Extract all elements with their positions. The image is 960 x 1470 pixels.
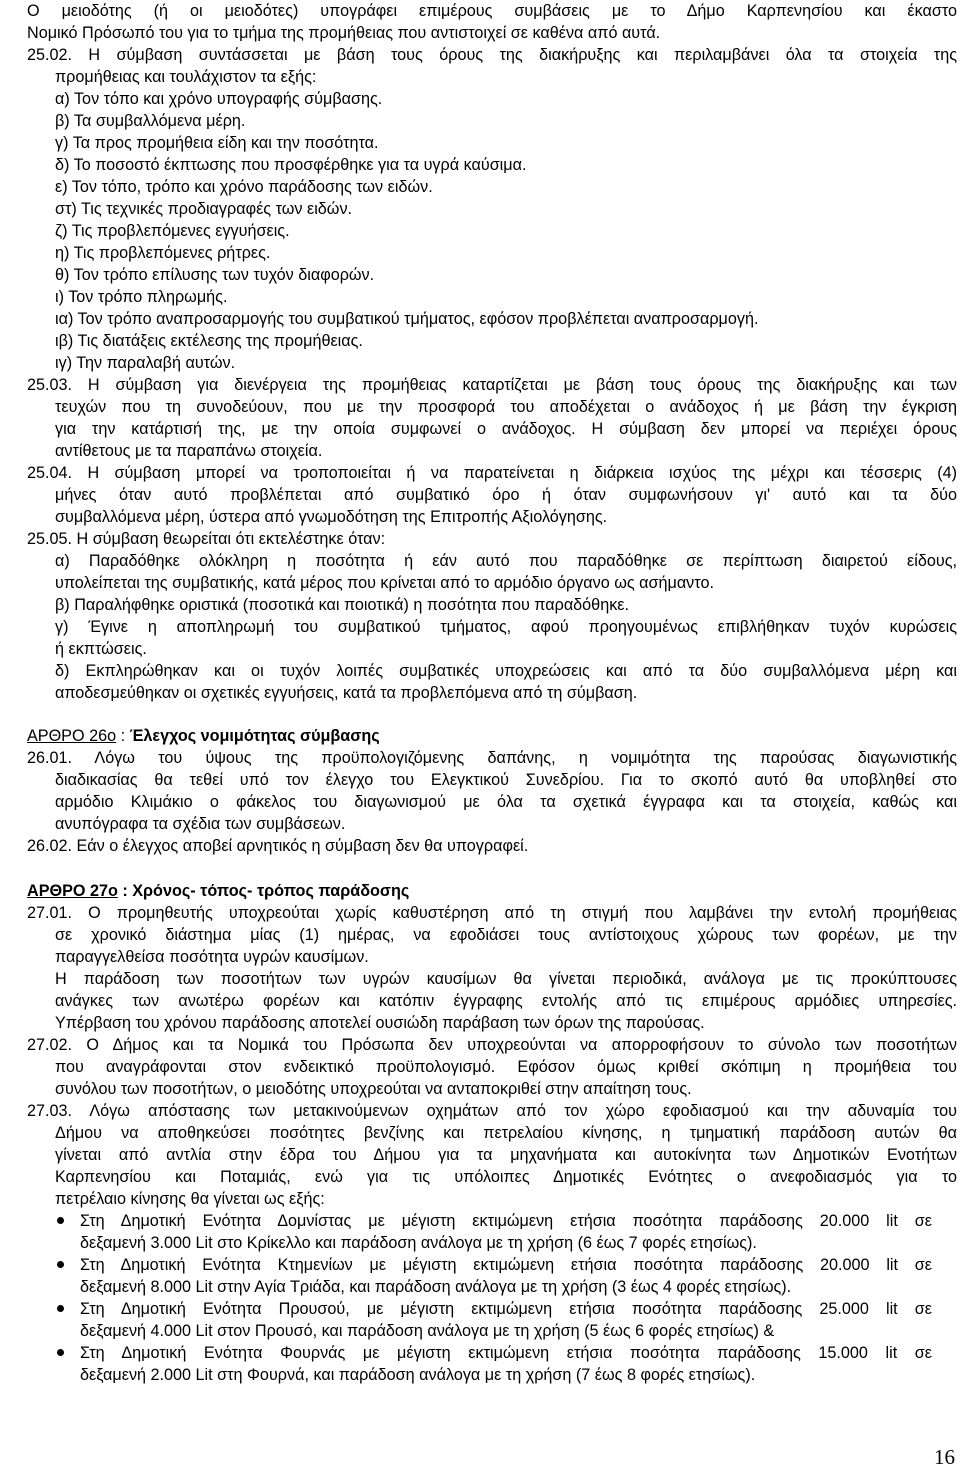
paragraph-line: 25.03. Η σύμβαση για διενέργεια της προμήθειας καταρτίζεται με βάση τους όρους της διακήρυξης και των bbox=[27, 376, 957, 394]
paragraph-line: ανυπόγραφα τα σχέδια των συμβάσεων. bbox=[55, 815, 346, 833]
bullet-dot bbox=[57, 1305, 64, 1312]
paragraph-line: Η παράδοση των ποσοτήτων των υγρών καυσίμων θα γίνεται περιοδικά, ανάλογα με τις προκύπτουσες bbox=[55, 970, 957, 988]
list-item: θ) Τον τρόπο επίλυσης των τυχόν διαφορών. bbox=[55, 266, 375, 284]
paragraph-line: για την κατάρτισή της, με την οποία συμφωνεί ο ανάδοχος. Η σύμβαση δεν μπορεί να περιέχει όρους bbox=[55, 420, 957, 438]
bullet-item-line: Στη Δημοτική Ενότητα Δομνίστας με μέγιστη εκτιμώμενη ετήσια ποσότητα παράδοσης 20.000 lit σε bbox=[80, 1212, 932, 1230]
paragraph-line: 27.01. Ο προμηθευτής υποχρεούται χωρίς καθυστέρηση από τη στιγμή που λαμβάνει την εντολή προμήθειας bbox=[27, 904, 957, 922]
heading-separator: : bbox=[116, 727, 130, 745]
list-item: αποδεσμεύθηκαν οι σχετικές εγγυήσεις, κατά τα προβλεπόμενα από τη σύμβαση. bbox=[55, 684, 638, 702]
paragraph-line: Ο μειοδότης (ή οι μειοδότες) υπογράφει επιμέρους συμβάσεις με το Δήμο Καρπενησίου και έκαστο bbox=[27, 2, 957, 20]
list-item: ια) Τον τρόπο αναπροσαρμογής του συμβατικού τμήματος, εφόσον προβλέπεται αναπροσαρμογή. bbox=[55, 310, 759, 328]
list-item: γ) Έγινε η αποπληρωμή του συμβατικού τμήματος, αφού προηγουμένως επιβλήθηκαν τυχόν κυρώσεις bbox=[55, 618, 957, 636]
paragraph-line: τευχών που τη συνοδεύουν, που με την προσφορά του αποδέχεται ο ανάδοχος ή με βάση την έγκριση bbox=[55, 398, 957, 416]
list-item: ή εκπτώσεις. bbox=[55, 640, 147, 658]
article-26-heading bbox=[27, 725, 380, 747]
bullet-item-line: Στη Δημοτική Ενότητα Φουρνάς με μέγιστη εκτιμώμενη ετήσια ποσότητα παράδοσης 15.000 lit σε bbox=[80, 1344, 932, 1362]
bullet-item-line: Στη Δημοτική Ενότητα Κτημενίων με μέγιστη εκτιμώμενη ετήσια ποσότητα παράδοσης 20.000 lit σε bbox=[80, 1256, 932, 1274]
article-26-title: Έλεγχος νομιμότητας σύμβασης bbox=[129, 727, 380, 745]
page-number: 16 bbox=[934, 1445, 955, 1469]
paragraph-line: συμβαλλόμενα μέρη, ύστερα από γνωμοδότηση της Επιτροπής Αξιολόγησης. bbox=[55, 508, 608, 526]
list-item: α) Παραδόθηκε ολόκληρη η ποσότητα ή εάν αυτό που παραδόθηκε σε περίπτωση διαιρετού είδους, bbox=[55, 552, 957, 570]
paragraph-line: παραγγελθείσα ποσότητα υγρών καυσίμων. bbox=[55, 948, 369, 966]
paragraph-line: πετρέλαιο κίνησης θα γίνεται ως εξής: bbox=[55, 1190, 325, 1208]
heading-separator: : bbox=[117, 882, 133, 900]
paragraph-line: Υπέρβαση του χρόνου παράδοσης αποτελεί ουσιώδη παράβαση των όρων της παρούσας. bbox=[55, 1014, 705, 1032]
bullet-item-line: δεξαμενή 8.000 Lit στην Αγία Τριάδα, και παράδοση ανάλογα με τη χρήση (3 έως 4 φορές ετησίως). bbox=[80, 1278, 792, 1296]
paragraph-line: 27.03. Λόγω απόστασης των μετακινούμενων οχημάτων από τον χώρο εφοδιασμού και την αδυναμία του bbox=[27, 1102, 957, 1120]
paragraph-line: γίνεται από αντλία στην έδρα του Δήμου για τα μηχανήματα και αυτοκίνητα των Δημοτικών Ενοτήτων bbox=[55, 1146, 957, 1164]
article-27-heading bbox=[27, 880, 409, 902]
list-item: ι) Τον τρόπο πληρωμής. bbox=[55, 288, 228, 306]
list-item: γ) Τα προς προμήθεια είδη και την ποσότητα. bbox=[55, 134, 379, 152]
paragraph-line: προμήθειας και τουλάχιστον τα εξής: bbox=[55, 68, 317, 86]
bullet-dot bbox=[57, 1217, 64, 1224]
paragraph-line: 26.02. Εάν ο έλεγχος αποβεί αρνητικός η σύμβαση δεν θα υπογραφεί. bbox=[27, 837, 529, 855]
bullet-dot bbox=[57, 1349, 64, 1356]
list-item: α) Τον τόπο και χρόνο υπογραφής σύμβασης. bbox=[55, 90, 383, 108]
bullet-item-line: δεξαμενή 3.000 Lit στο Κρίκελλο και παράδοση ανάλογα με τη χρήση (6 έως 7 φορές ετησίως). bbox=[80, 1234, 757, 1252]
paragraph-line: Δήμου να αποθηκεύσει ποσότητες βενζίνης και πετρελαίου κίνησης, η τμηματική παράδοση αυτών θα bbox=[55, 1124, 957, 1142]
bullet-item-line: δεξαμενή 2.000 Lit στη Φουρνά, και παράδοση ανάλογα με τη χρήση (7 έως 8 φορές ετησίως). bbox=[80, 1366, 756, 1384]
paragraph-line: αρμόδιο Κλιμάκιο ο φάκελος του διαγωνισμού με όλα τα σχετικά έγγραφα και τα στοιχεία, καθώς και bbox=[55, 793, 957, 811]
paragraph-line: ανάγκες των ανωτέρω φορέων και κατόπιν έγγραφης εντολής από τις επιμέρους αρμόδιες υπηρεσίες. bbox=[55, 992, 957, 1010]
paragraph-line: που αναγράφονται στον ενδεικτικό προϋπολογισμό. Εφόσον όμως κριθεί σκόπιμη η προμήθεια του bbox=[55, 1058, 957, 1076]
bullet-item-line: Στη Δημοτική Ενότητα Προυσού, με μέγιστη εκτιμώμενη ετήσια ποσότητα παράδοσης 25.000 lit σε bbox=[80, 1300, 932, 1318]
list-item: β) Παραλήφθηκε οριστικά (ποσοτικά και ποιοτικά) η ποσότητα που παραδόθηκε. bbox=[55, 596, 629, 614]
paragraph-line: συνόλου των ποσοτήτων, ο μειοδότης υποχρεούται να ανταποκριθεί στην απαίτηση τους. bbox=[55, 1080, 692, 1098]
paragraph-line: 25.05. Η σύμβαση θεωρείται ότι εκτελέστηκε όταν: bbox=[27, 530, 386, 548]
paragraph-line: αντίθετους με τα παραπάνω στοιχεία. bbox=[55, 442, 323, 460]
article-27-number: ΑΡΘΡΟ 27ο bbox=[27, 882, 118, 900]
bullet-item-line: δεξαμενή 4.000 Lit στον Προυσό, και παράδοση ανάλογα με τη χρήση (5 έως 6 φορές ετησίως) & bbox=[80, 1322, 775, 1340]
list-item: δ) Το ποσοστό έκπτωσης που προσφέρθηκε για τα υγρά καύσιμα. bbox=[55, 156, 527, 174]
article-27-title: Χρόνος- τόπος- τρόπος παράδοσης bbox=[132, 882, 410, 900]
paragraph-line: 25.02. Η σύμβαση συντάσσεται με βάση τους όρους της διακήρυξης και περιλαμβάνει όλα τα στοιχεία της bbox=[27, 46, 957, 64]
bullet-dot bbox=[57, 1261, 64, 1268]
article-26-number: ΑΡΘΡΟ 26ο bbox=[27, 727, 117, 745]
paragraph-line: 27.02. Ο Δήμος και τα Νομικά του Πρόσωπα δεν υποχρεούνται να απορροφήσουν το σύνολο των ποσοτήτων bbox=[27, 1036, 957, 1054]
paragraph-line: 26.01. Λόγω του ύψους της προϋπολογιζόμενης δαπάνης, η νομιμότητα της παρούσας διαγωνιστικής bbox=[27, 749, 957, 767]
list-item: η) Τις προβλεπόμενες ρήτρες. bbox=[55, 244, 271, 262]
list-item: υπολείπεται της συμβατικής, κατά μέρος που κρίνεται από το αρμόδιο όργανο ως ασήμαντο. bbox=[55, 574, 714, 592]
paragraph-line: Νομικό Πρόσωπό του για το τμήμα της προμήθειας που αντιστοιχεί σε καθένα από αυτά. bbox=[27, 24, 661, 42]
list-item: στ) Τις τεχνικές προδιαγραφές των ειδών. bbox=[55, 200, 353, 218]
paragraph-line: διαδικασίας θα τεθεί υπό τον έλεγχο του Ελεγκτικού Συνεδρίου. Για το σκοπό αυτό θα υποβληθεί στο bbox=[55, 771, 957, 789]
paragraph-line: 25.04. Η σύμβαση μπορεί να τροποποιείται ή να παρατείνεται η διάρκεια ισχύος της μέχρι και τέσσερις (4) bbox=[27, 464, 957, 482]
paragraph-line: Καρπενησίου και Ποταμιάς, ενώ για τις υπόλοιπες Δημοτικές Ενότητες ο ανεφοδιασμός για το bbox=[55, 1168, 957, 1186]
paragraph-line: σε χρονικό διάστημα μίας (1) ημέρας, να εφοδιάσει τους αντίστοιχους χώρους των φορέων, με την bbox=[55, 926, 957, 944]
list-item: β) Τα συμβαλλόμενα μέρη. bbox=[55, 112, 246, 130]
list-item: ζ) Τις προβλεπόμενες εγγυήσεις. bbox=[55, 222, 290, 240]
list-item: δ) Εκπληρώθηκαν και οι τυχόν λοιπές συμβατικές υποχρεώσεις και από τα δύο συμβαλλόμενα μέρη και bbox=[55, 662, 957, 680]
list-item: ιβ) Τις διατάξεις εκτέλεσης της προμήθειας. bbox=[55, 332, 363, 350]
paragraph-line: μήνες όταν αυτό προβλέπεται από συμβατικό όρο ή όταν συμφωνήσουν γι' αυτό και τα δύο bbox=[55, 486, 957, 504]
list-item: ε) Τον τόπο, τρόπο και χρόνο παράδοσης των ειδών. bbox=[55, 178, 433, 196]
list-item: ιγ) Την παραλαβή αυτών. bbox=[55, 354, 236, 372]
